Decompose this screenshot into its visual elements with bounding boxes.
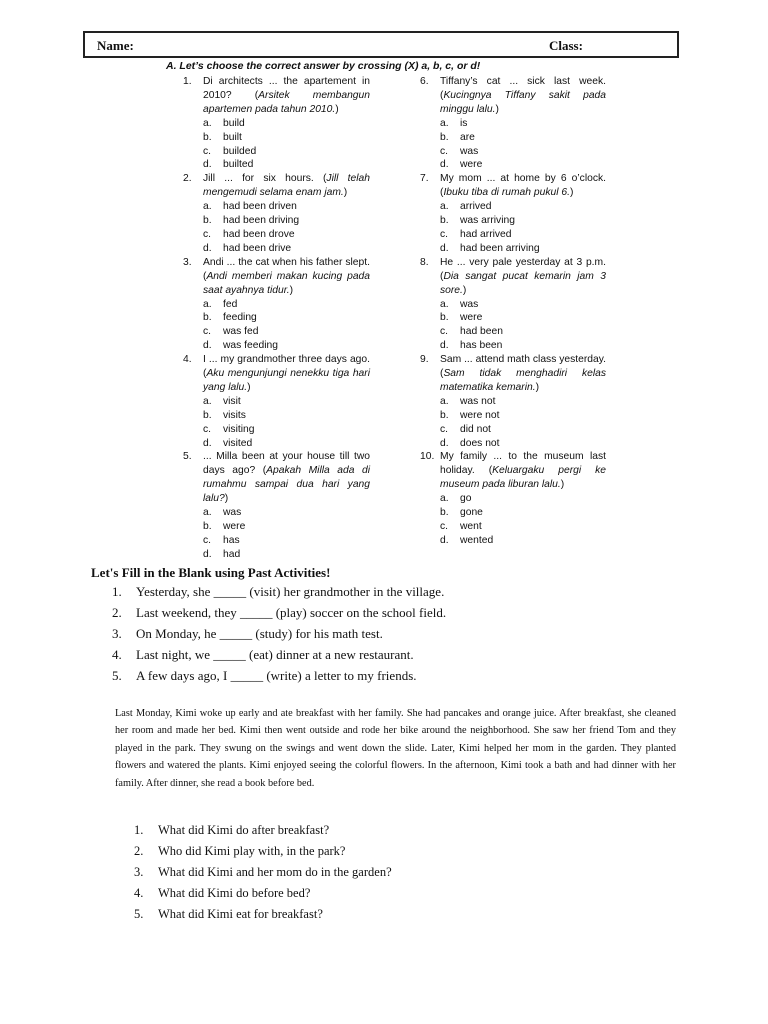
option-letter: a. xyxy=(440,395,449,407)
question-item xyxy=(420,75,606,172)
fill-blank-title: Let's Fill in the Blank using Past Activities! xyxy=(91,565,331,580)
question-text-end: ) xyxy=(569,187,574,199)
answer-option[interactable] xyxy=(440,242,606,256)
question-text: Sam ... attend math class yesterday. ( xyxy=(440,354,606,380)
answer-option[interactable] xyxy=(203,311,370,325)
option-letter: d. xyxy=(440,340,449,352)
item-number: 1. xyxy=(134,823,144,837)
answer-option[interactable] xyxy=(440,492,606,506)
question-text-end: ) xyxy=(224,493,229,505)
option-letter: c. xyxy=(203,326,212,338)
item-number: 2. xyxy=(134,844,144,858)
option-letter: c. xyxy=(440,145,449,157)
option-text: built xyxy=(223,131,242,143)
option-letter: a. xyxy=(440,117,449,129)
option-letter: d. xyxy=(203,340,212,352)
answer-option[interactable] xyxy=(440,423,606,437)
option-text: visiting xyxy=(223,423,255,435)
question-stem xyxy=(440,75,606,117)
answer-option[interactable] xyxy=(440,506,606,520)
answer-option[interactable] xyxy=(203,214,370,228)
answer-option[interactable] xyxy=(440,228,606,242)
name-label: Name: xyxy=(97,38,134,53)
answer-option[interactable] xyxy=(440,200,606,214)
option-text: visit xyxy=(223,395,241,407)
option-text: was xyxy=(223,507,242,519)
question-item xyxy=(183,450,370,561)
option-letter: d. xyxy=(203,242,212,254)
option-text: had xyxy=(223,548,241,560)
fill-blank-item xyxy=(112,668,446,689)
option-text: was xyxy=(460,145,479,157)
option-text: has been xyxy=(460,340,503,352)
question-text: My mom ... at home by 6 o’clock. ( xyxy=(440,173,606,199)
option-text: fed xyxy=(223,298,238,310)
option-letter: b. xyxy=(440,312,449,324)
item-text: Who did Kimi play with, in the park? xyxy=(158,844,346,858)
option-letter: d. xyxy=(203,548,212,560)
item-text: Last weekend, they _____ (play) soccer on the school field. xyxy=(136,605,447,620)
item-number: 3. xyxy=(134,865,144,879)
option-text: had been driven xyxy=(223,201,297,213)
option-letter: d. xyxy=(203,159,212,171)
item-number: 3. xyxy=(112,626,122,641)
question-stem xyxy=(203,256,370,298)
answer-option[interactable] xyxy=(440,339,606,353)
option-text: build xyxy=(223,117,245,129)
option-text: does not xyxy=(460,437,500,449)
answer-option[interactable] xyxy=(203,520,370,534)
question-stem xyxy=(203,450,370,506)
question-number: 3. xyxy=(183,256,192,268)
option-text: builded xyxy=(223,145,257,157)
option-letter: a. xyxy=(203,395,212,407)
option-text: was feeding xyxy=(223,340,278,352)
question-item xyxy=(420,172,606,255)
option-text: had arrived xyxy=(460,228,512,240)
question-translation: Jill telah mengemudi selama enam jam. xyxy=(203,173,370,199)
question-item xyxy=(183,172,370,255)
item-number: 4. xyxy=(134,886,144,900)
comprehension-question xyxy=(134,823,392,844)
answer-option[interactable] xyxy=(203,339,370,353)
answer-option[interactable] xyxy=(440,311,606,325)
answer-option[interactable] xyxy=(440,437,606,451)
option-letter: c. xyxy=(203,145,212,157)
option-text: was xyxy=(460,298,479,310)
question-number: 6. xyxy=(420,76,429,87)
item-text: What did Kimi and her mom do in the garden? xyxy=(158,865,392,879)
question-item xyxy=(183,353,370,450)
answer-option[interactable] xyxy=(203,409,370,423)
option-text: had been driving xyxy=(223,215,300,227)
class-label: Class: xyxy=(549,38,583,53)
option-text: wented xyxy=(460,534,494,546)
comprehension-question xyxy=(134,865,392,886)
answer-option[interactable] xyxy=(440,214,606,228)
question-text: He ... very pale yesterday at 3 p.m. ( xyxy=(440,256,606,282)
answer-option[interactable] xyxy=(203,228,370,242)
option-text: were xyxy=(460,159,483,171)
option-text: had been drove xyxy=(223,228,295,240)
fill-blank-list xyxy=(112,584,446,689)
question-item xyxy=(420,353,606,450)
item-number: 5. xyxy=(134,907,144,921)
question-number: 4. xyxy=(183,354,192,366)
option-letter: b. xyxy=(203,215,212,227)
question-text: Andi ... the cat when his father slept. ( xyxy=(203,256,370,282)
option-letter: d. xyxy=(440,159,449,171)
option-letter: c. xyxy=(203,423,212,435)
question-stem xyxy=(440,256,606,298)
reading-passage: Last Monday, Kimi woke up early and ate breakfast with her family. She had pancakes and orange juice. After breakfast, she cleaned her room and made her bed. Kimi then went outside and rode her bike around the neighborhood. She saw her friend Tom and they played in the park. They swung on the swings and went down the slide. Later, Kimi helped her mom in the garden. They planted flowers and watered the plants. Kimi enjoyed seeing the colorful flowers. In the afternoon, Kimi took a bath and had dinner with her family. After dinner, she read a book before bed. xyxy=(115,708,676,789)
question-text-end: ) xyxy=(462,284,467,296)
answer-option[interactable] xyxy=(440,520,606,534)
option-text: was not xyxy=(460,395,496,407)
question-stem xyxy=(440,172,606,200)
question-text: My family ... to the museum last holiday. ( xyxy=(440,451,606,477)
option-letter: a. xyxy=(203,201,212,213)
question-text: Di architects ... the apartement in 2010? ( xyxy=(203,76,370,101)
item-text: What did Kimi do before bed? xyxy=(158,886,311,900)
option-letter: b. xyxy=(203,521,212,532)
fill-blank-item xyxy=(112,605,446,626)
option-letter: b. xyxy=(440,215,449,227)
answer-option[interactable] xyxy=(440,325,606,339)
question-stem xyxy=(440,450,606,492)
option-text: gone xyxy=(460,507,483,519)
answer-option[interactable] xyxy=(440,117,606,131)
option-letter: d. xyxy=(440,242,449,254)
question-translation: Kucingnya Tiffany sakit pada minggu lalu. xyxy=(440,89,606,115)
answer-option[interactable] xyxy=(440,158,606,172)
question-translation: Dia sangat pucat kemarin jam 3 sore. xyxy=(440,270,606,296)
answer-option[interactable] xyxy=(440,409,606,423)
fill-blank-item xyxy=(112,647,446,668)
question-text: Jill ... for six hours. ( xyxy=(203,173,327,185)
option-letter: a. xyxy=(203,117,212,129)
question-stem xyxy=(440,353,606,395)
option-letter: a. xyxy=(440,201,449,213)
answer-option[interactable] xyxy=(203,325,370,339)
question-text-end: ) xyxy=(289,284,294,296)
option-letter: c. xyxy=(440,228,449,240)
question-number: 7. xyxy=(420,173,429,185)
option-text: had been drive xyxy=(223,242,292,254)
answer-option[interactable] xyxy=(203,395,370,409)
option-text: are xyxy=(460,131,475,143)
question-text-end: ) xyxy=(247,381,251,393)
question-text-end: ) xyxy=(560,479,565,491)
question-number: 1. xyxy=(183,76,192,87)
question-number: 5. xyxy=(183,451,192,463)
comprehension-question xyxy=(134,844,392,865)
item-number: 4. xyxy=(112,647,122,662)
answer-option[interactable] xyxy=(203,117,370,131)
item-text: A few days ago, I _____ (write) a letter to my friends. xyxy=(136,668,417,683)
item-text: What did Kimi do after breakfast? xyxy=(158,823,330,837)
question-number: 9. xyxy=(420,354,429,366)
question-text: Tiffany’s cat ... sick last week. ( xyxy=(440,76,606,101)
answer-option[interactable] xyxy=(203,548,370,562)
question-stem xyxy=(203,353,370,395)
answer-option[interactable] xyxy=(440,534,606,548)
question-translation: Apakah Milla ada di rumahmu sampai dua hari yang lalu? xyxy=(203,465,370,505)
answer-option[interactable] xyxy=(440,298,606,312)
option-letter: b. xyxy=(203,409,212,421)
question-translation: Sam tidak menghadiri kelas matematika kemarin. xyxy=(440,368,606,393)
answer-option[interactable] xyxy=(440,145,606,159)
question-text: ... Milla been at your house till two days ago? ( xyxy=(203,451,370,477)
option-text: were xyxy=(223,521,246,532)
option-letter: b. xyxy=(440,507,449,519)
question-number: 8. xyxy=(420,256,429,268)
comprehension-question xyxy=(134,886,392,907)
question-number: 2. xyxy=(183,173,192,185)
answer-option[interactable] xyxy=(203,437,370,451)
question-stem xyxy=(203,75,370,117)
item-number: 2. xyxy=(112,605,122,620)
option-letter: c. xyxy=(203,534,212,546)
option-letter: c. xyxy=(440,423,449,435)
option-letter: d. xyxy=(203,437,212,449)
question-item xyxy=(183,75,370,172)
answer-option[interactable] xyxy=(203,534,370,548)
question-translation: Keluargaku pergi ke museum pada liburan lalu. xyxy=(440,465,606,491)
option-letter: b. xyxy=(440,131,449,143)
question-translation: Andi memberi makan kucing pada saat ayahnya tidur. xyxy=(203,270,370,296)
question-text-end: ) xyxy=(335,103,339,115)
option-letter: a. xyxy=(440,493,449,505)
questions-left-column xyxy=(183,75,370,562)
option-text: builted xyxy=(223,159,254,171)
option-text: were not xyxy=(460,409,500,421)
answer-option[interactable] xyxy=(203,158,370,172)
item-text: What did Kimi eat for breakfast? xyxy=(158,907,323,921)
question-text: I ... my grandmother three days ago. ( xyxy=(203,354,370,380)
comprehension-question xyxy=(134,907,392,928)
item-text: On Monday, he _____ (study) for his math test. xyxy=(136,626,383,641)
option-text: was arriving xyxy=(460,215,515,227)
question-translation: Ibuku tiba di rumah pukul 6. xyxy=(443,187,570,199)
option-text: has xyxy=(223,534,240,546)
option-letter: c. xyxy=(440,326,449,338)
item-number: 5. xyxy=(112,668,122,683)
option-letter: a. xyxy=(203,507,212,519)
answer-option[interactable] xyxy=(203,423,370,437)
option-letter: c. xyxy=(203,228,212,240)
answer-option[interactable] xyxy=(203,298,370,312)
option-letter: b. xyxy=(440,409,449,421)
answer-option[interactable] xyxy=(440,131,606,145)
answer-option[interactable] xyxy=(203,200,370,214)
option-text: went xyxy=(460,521,482,532)
questions-right-column xyxy=(420,75,606,548)
question-item xyxy=(420,256,606,353)
option-letter: a. xyxy=(440,298,449,310)
header-box xyxy=(83,31,679,58)
answer-option[interactable] xyxy=(203,131,370,145)
option-text: had been xyxy=(460,326,503,338)
answer-option[interactable] xyxy=(203,506,370,520)
option-text: visits xyxy=(223,409,246,421)
question-translation: Aku mengunjungi nenekku tiga hari yang lalu. xyxy=(203,368,370,393)
item-text: Last night, we _____ (eat) dinner at a new restaurant. xyxy=(136,647,414,662)
question-number: 10. xyxy=(420,451,435,463)
option-text: visited xyxy=(223,437,253,449)
option-letter: b. xyxy=(203,312,212,324)
answer-option[interactable] xyxy=(203,242,370,256)
item-number: 1. xyxy=(112,584,122,599)
option-letter: a. xyxy=(203,298,212,310)
fill-blank-item xyxy=(112,584,446,605)
option-letter: d. xyxy=(440,437,449,449)
option-text: arrived xyxy=(460,201,492,213)
question-item xyxy=(420,450,606,547)
answer-option[interactable] xyxy=(203,145,370,159)
option-text: did not xyxy=(460,423,491,435)
option-text: was fed xyxy=(223,326,259,338)
section-a-title: A. Let’s choose the correct answer by crossing (X) a, b, c, or d! xyxy=(166,60,481,72)
answer-option[interactable] xyxy=(440,395,606,409)
option-letter: d. xyxy=(440,534,449,546)
option-text: is xyxy=(460,117,468,129)
question-text-end: ) xyxy=(535,381,540,393)
option-letter: c. xyxy=(440,521,449,532)
question-item xyxy=(183,256,370,353)
option-text: go xyxy=(460,493,472,505)
question-text-end: ) xyxy=(343,187,348,199)
question-text-end: ) xyxy=(495,103,499,115)
option-text: feeding xyxy=(223,312,257,324)
option-text: were xyxy=(460,312,483,324)
fill-blank-item xyxy=(112,626,446,647)
item-text: Yesterday, she _____ (visit) her grandmother in the village. xyxy=(136,584,445,599)
option-text: had been arriving xyxy=(460,242,540,254)
question-stem xyxy=(203,172,370,200)
comprehension-list xyxy=(134,823,392,928)
option-letter: b. xyxy=(203,131,212,143)
question-translation: Arsitek membangun apartemen pada tahun 2010. xyxy=(203,89,370,115)
